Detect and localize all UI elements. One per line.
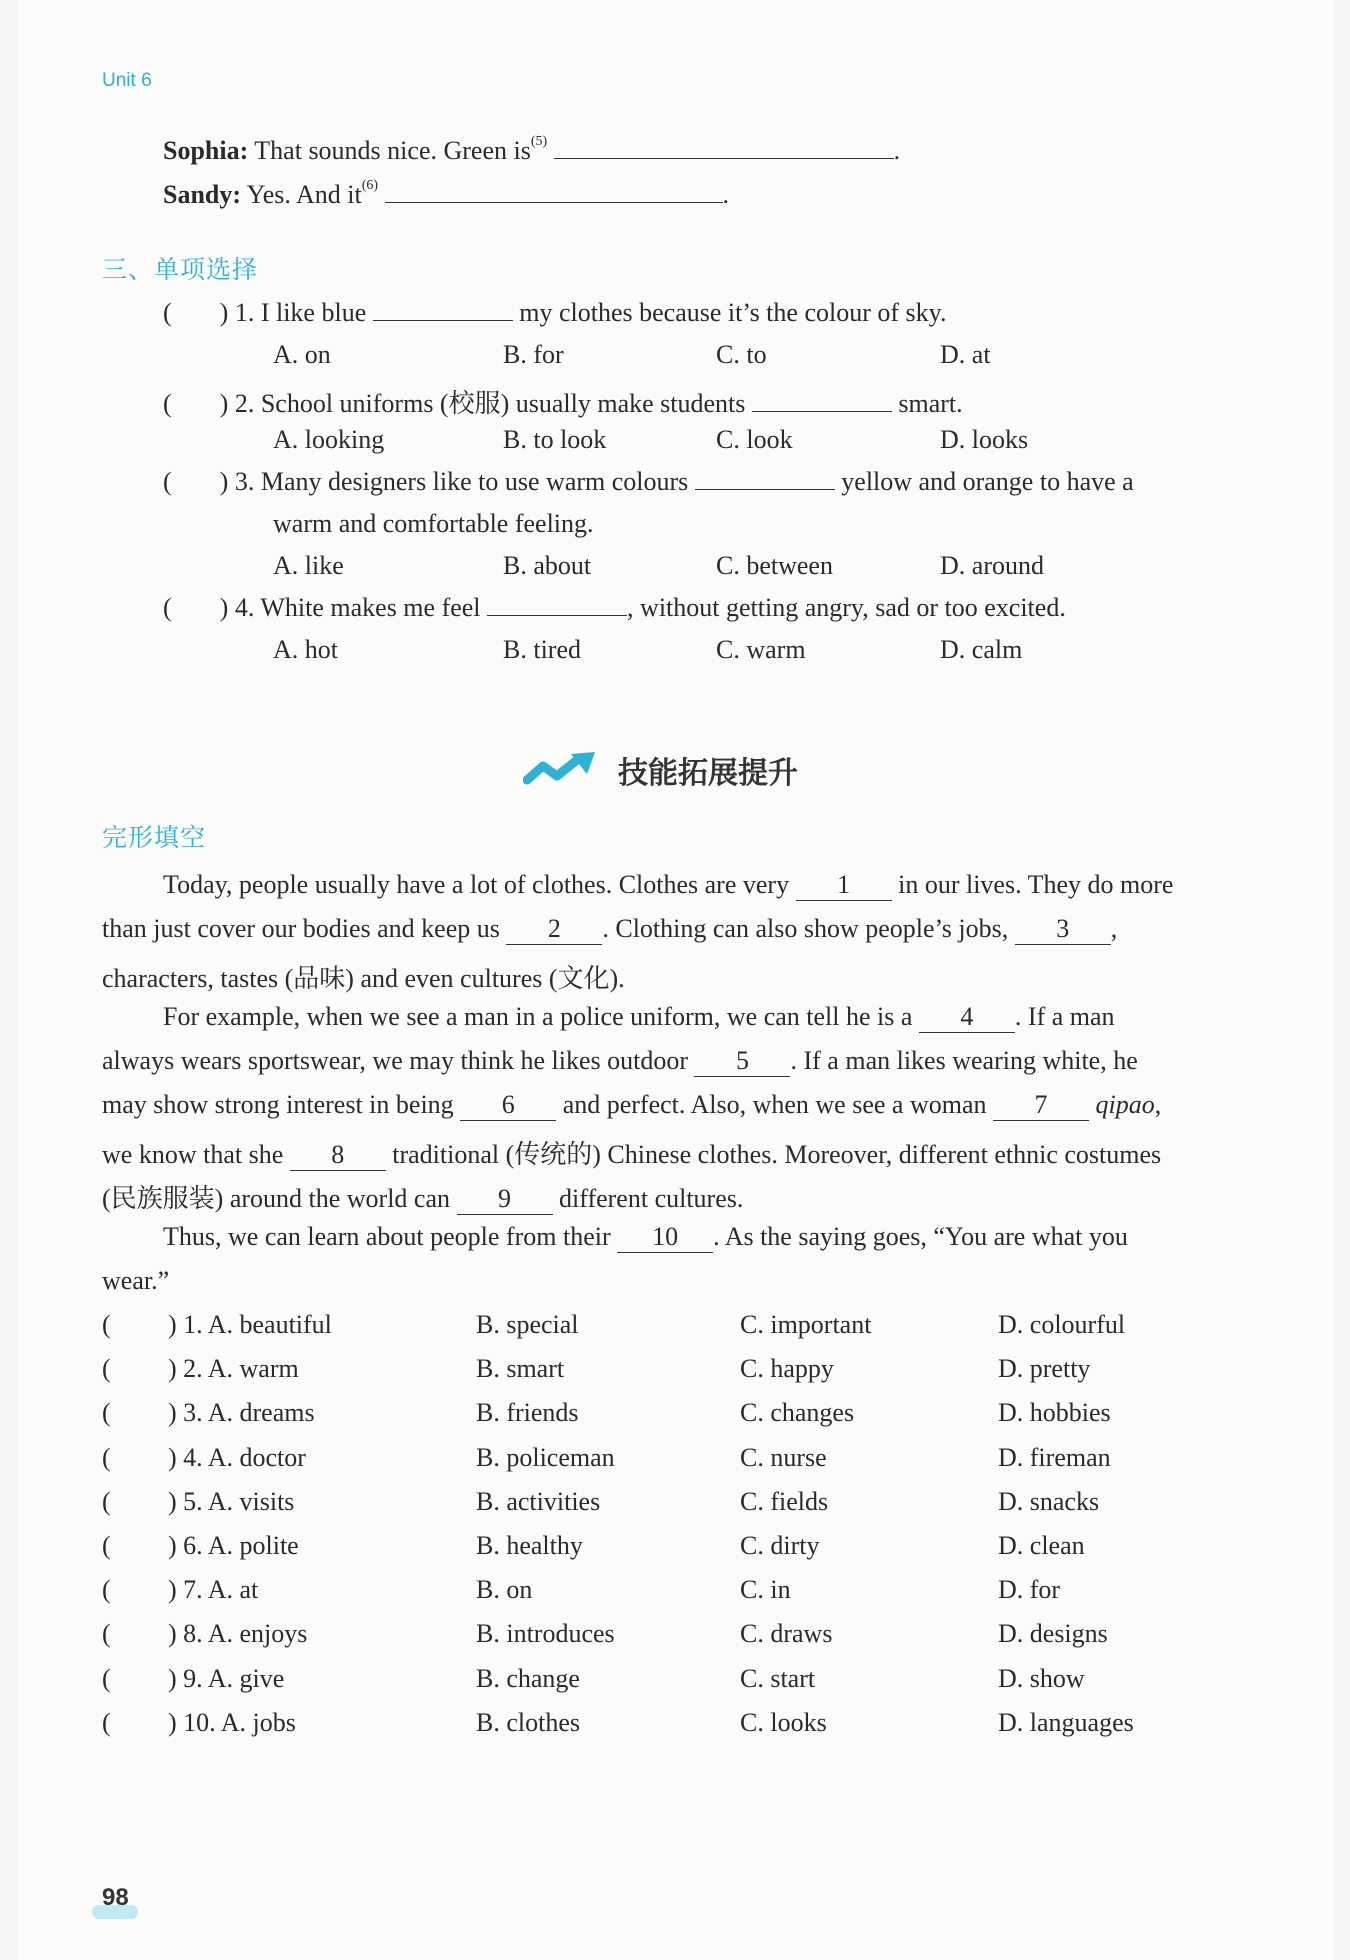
passage-text: . As the saying goes, “You are what you [713, 1222, 1128, 1251]
passage-text: in our lives. They do more [898, 870, 1174, 899]
period: . [893, 136, 901, 165]
cloze-line-5 [102, 1046, 1138, 1077]
cloze-option-c: C. changes [740, 1398, 855, 1427]
cloze-option-a: ) 8. A. enjoys [168, 1619, 308, 1648]
cloze-option-c: C. happy [740, 1354, 834, 1383]
cloze-line-7 [102, 1134, 1161, 1171]
cloze-option-a: ) 6. A. polite [168, 1531, 299, 1560]
cloze-option-d: D. clean [998, 1531, 1085, 1560]
answer-paren[interactable]: ( [163, 298, 172, 327]
answer-paren[interactable]: ( [163, 389, 172, 418]
cloze-blank-6[interactable]: 6 [460, 1090, 556, 1121]
cloze-option-c: C. in [740, 1575, 791, 1604]
option-b: B. about [503, 551, 592, 580]
cloze-option-b: B. activities [476, 1487, 601, 1516]
cloze-blank-10[interactable]: 10 [617, 1222, 713, 1253]
page-number: 98 [102, 1884, 129, 1911]
cloze-option-b: B. introduces [476, 1619, 615, 1648]
cloze-blank-8[interactable]: 8 [290, 1140, 386, 1171]
cloze-option-b: B. clothes [476, 1708, 580, 1737]
answer-paren[interactable]: ( [102, 1575, 111, 1604]
period: . [722, 180, 730, 209]
dialogue-line-5 [163, 136, 900, 166]
cloze-option-c: C. fields [740, 1487, 829, 1516]
cloze-option-a: ) 1. A. beautiful [168, 1310, 332, 1339]
option-c: C. between [716, 551, 833, 580]
passage-text: and perfect. Also, when we see a woman [562, 1090, 987, 1119]
cloze-option-d: D. hobbies [998, 1398, 1111, 1427]
option-a: A. like [273, 551, 344, 580]
cloze-option-d: D. colourful [998, 1310, 1126, 1339]
section-title-single-choice: 三、单项选择 [102, 255, 259, 284]
speaker-name: Sandy: [163, 180, 242, 209]
passage-text: , [1110, 914, 1118, 943]
cloze-line-3: characters, tastes (品味) and even cultures (文化). [102, 964, 625, 993]
question-text: yellow and orange to have a [841, 467, 1134, 496]
cloze-option-a: ) 5. A. visits [168, 1487, 295, 1516]
question-text: smart. [898, 389, 963, 418]
answer-blank[interactable] [487, 615, 627, 616]
answer-paren[interactable]: ( [102, 1487, 111, 1516]
option-d: D. looks [940, 425, 1029, 454]
blank-number: (5) [530, 134, 548, 150]
cloze-line-4 [163, 1002, 1115, 1033]
answer-paren[interactable]: ( [102, 1398, 111, 1427]
cloze-option-d: D. snacks [998, 1487, 1100, 1516]
passage-text: Today, people usually have a lot of clothes. Clothes are very [163, 870, 790, 899]
cloze-blank-3[interactable]: 3 [1015, 914, 1111, 945]
cloze-option-d: D. pretty [998, 1354, 1091, 1383]
question-text: ) 2. School uniforms (校服) usually make students [219, 389, 746, 418]
cloze-option-d: D. show [998, 1664, 1085, 1693]
cloze-option-c: C. nurse [740, 1443, 827, 1472]
option-c: C. to [716, 340, 767, 369]
answer-paren[interactable]: ( [102, 1310, 111, 1339]
cloze-line-2 [102, 914, 1117, 945]
option-d: D. calm [940, 635, 1023, 664]
cloze-blank-9[interactable]: 9 [457, 1184, 553, 1215]
option-a: A. hot [273, 635, 338, 664]
option-b: B. tired [503, 635, 581, 664]
answer-blank[interactable] [752, 411, 892, 412]
cloze-option-a: ) 2. A. warm [168, 1354, 299, 1383]
option-c: C. look [716, 425, 793, 454]
cloze-blank-2[interactable]: 2 [506, 914, 602, 945]
mc-question-3 [163, 467, 1134, 497]
answer-paren[interactable]: ( [102, 1531, 111, 1560]
answer-paren[interactable]: ( [102, 1443, 111, 1472]
cloze-blank-1[interactable]: 1 [796, 870, 892, 901]
cloze-option-b: B. change [476, 1664, 580, 1693]
question-text: ) 1. I like blue [219, 298, 367, 327]
cloze-option-a: ) 10. A. jobs [168, 1708, 296, 1737]
dialogue-text: Yes. And it [246, 180, 362, 209]
passage-text: than just cover our bodies and keep us [102, 914, 500, 943]
answer-paren[interactable]: ( [102, 1664, 111, 1693]
cloze-option-d: D. for [998, 1575, 1061, 1604]
answer-paren[interactable]: ( [163, 467, 172, 496]
option-a: A. looking [273, 425, 385, 454]
passage-text: . If a man likes wearing white, he [790, 1046, 1138, 1075]
cloze-option-c: C. dirty [740, 1531, 820, 1560]
cloze-blank-5[interactable]: 5 [694, 1046, 790, 1077]
dialogue-line-6 [163, 180, 729, 210]
cloze-option-b: B. healthy [476, 1531, 583, 1560]
answer-blank[interactable] [385, 202, 723, 203]
answer-blank[interactable] [695, 489, 835, 490]
cloze-option-b: B. friends [476, 1398, 579, 1427]
cloze-option-b: B. policeman [476, 1443, 615, 1472]
cloze-option-c: C. looks [740, 1708, 827, 1737]
cloze-option-d: D. fireman [998, 1443, 1111, 1472]
unit-label: Unit 6 [102, 70, 152, 91]
passage-text: For example, when we see a man in a police uniform, we can tell he is a [163, 1002, 913, 1031]
cloze-option-b: B. special [476, 1310, 579, 1339]
answer-blank[interactable] [554, 158, 894, 159]
mc-question-4 [163, 593, 1066, 623]
cloze-line-9 [163, 1222, 1128, 1253]
question-text: ) 4. White makes me feel [219, 593, 481, 622]
option-b: B. for [503, 340, 564, 369]
option-a: A. on [273, 340, 331, 369]
cloze-option-a: ) 3. A. dreams [168, 1398, 315, 1427]
question-text: , without getting angry, sad or too excited. [627, 593, 1066, 622]
cloze-option-a: ) 9. A. give [168, 1664, 285, 1693]
cloze-option-d: D. languages [998, 1708, 1134, 1737]
answer-paren[interactable]: ( [102, 1708, 111, 1737]
speaker-name: Sophia: [163, 136, 249, 165]
mc-question-1 [163, 298, 946, 328]
passage-text: different cultures. [559, 1184, 744, 1213]
passage-text: traditional (传统的) Chinese clothes. Moreover, different ethnic costumes [392, 1140, 1162, 1169]
passage-text: , [1154, 1090, 1162, 1119]
cloze-option-d: D. designs [998, 1619, 1108, 1648]
option-b: B. to look [503, 425, 607, 454]
passage-text: . Clothing can also show people’s jobs, [602, 914, 1009, 943]
passage-text: may show strong interest in being [102, 1090, 454, 1119]
cloze-option-c: C. draws [740, 1619, 833, 1648]
cloze-line-6 [102, 1090, 1161, 1121]
cloze-option-b: B. on [476, 1575, 533, 1604]
banner-title: 技能拓展提升 [618, 756, 798, 791]
passage-text: Thus, we can learn about people from their [163, 1222, 611, 1251]
cloze-line-8 [102, 1178, 743, 1215]
option-d: D. at [940, 340, 991, 369]
passage-text: . If a man [1014, 1002, 1115, 1031]
cloze-option-a: ) 4. A. doctor [168, 1443, 306, 1472]
cloze-option-a: ) 7. A. at [168, 1575, 259, 1604]
passage-text: always wears sportswear, we may think he likes outdoor [102, 1046, 688, 1075]
banner-trend-icon [523, 752, 597, 791]
passage-text: (民族服装) around the world can [102, 1184, 451, 1213]
answer-paren[interactable]: ( [102, 1619, 111, 1648]
passage-text-italic: qipao [1095, 1090, 1155, 1119]
cloze-line-10: wear.” [102, 1266, 170, 1295]
cloze-blank-4[interactable]: 4 [919, 1002, 1015, 1033]
answer-paren[interactable]: ( [102, 1354, 111, 1383]
dialogue-text: That sounds nice. Green is [254, 136, 531, 165]
passage-text: we know that she [102, 1140, 284, 1169]
answer-blank[interactable] [373, 320, 513, 321]
question-text: ) 3. Many designers like to use warm colours [219, 467, 689, 496]
workbook-page [18, 0, 1333, 1960]
cloze-line-1 [163, 870, 1173, 901]
mc-question-2 [163, 383, 963, 420]
cloze-option-b: B. smart [476, 1354, 565, 1383]
option-c: C. warm [716, 635, 806, 664]
cloze-option-c: C. start [740, 1664, 816, 1693]
question-text: my clothes because it’s the colour of sky. [519, 298, 947, 327]
blank-number: (6) [361, 178, 379, 194]
answer-paren[interactable]: ( [163, 593, 172, 622]
cloze-blank-7[interactable]: 7 [993, 1090, 1089, 1121]
option-d: D. around [940, 551, 1044, 580]
section-title-cloze: 完形填空 [102, 823, 207, 852]
cloze-option-c: C. important [740, 1310, 872, 1339]
mc-question-3-continued: warm and comfortable feeling. [273, 509, 594, 538]
